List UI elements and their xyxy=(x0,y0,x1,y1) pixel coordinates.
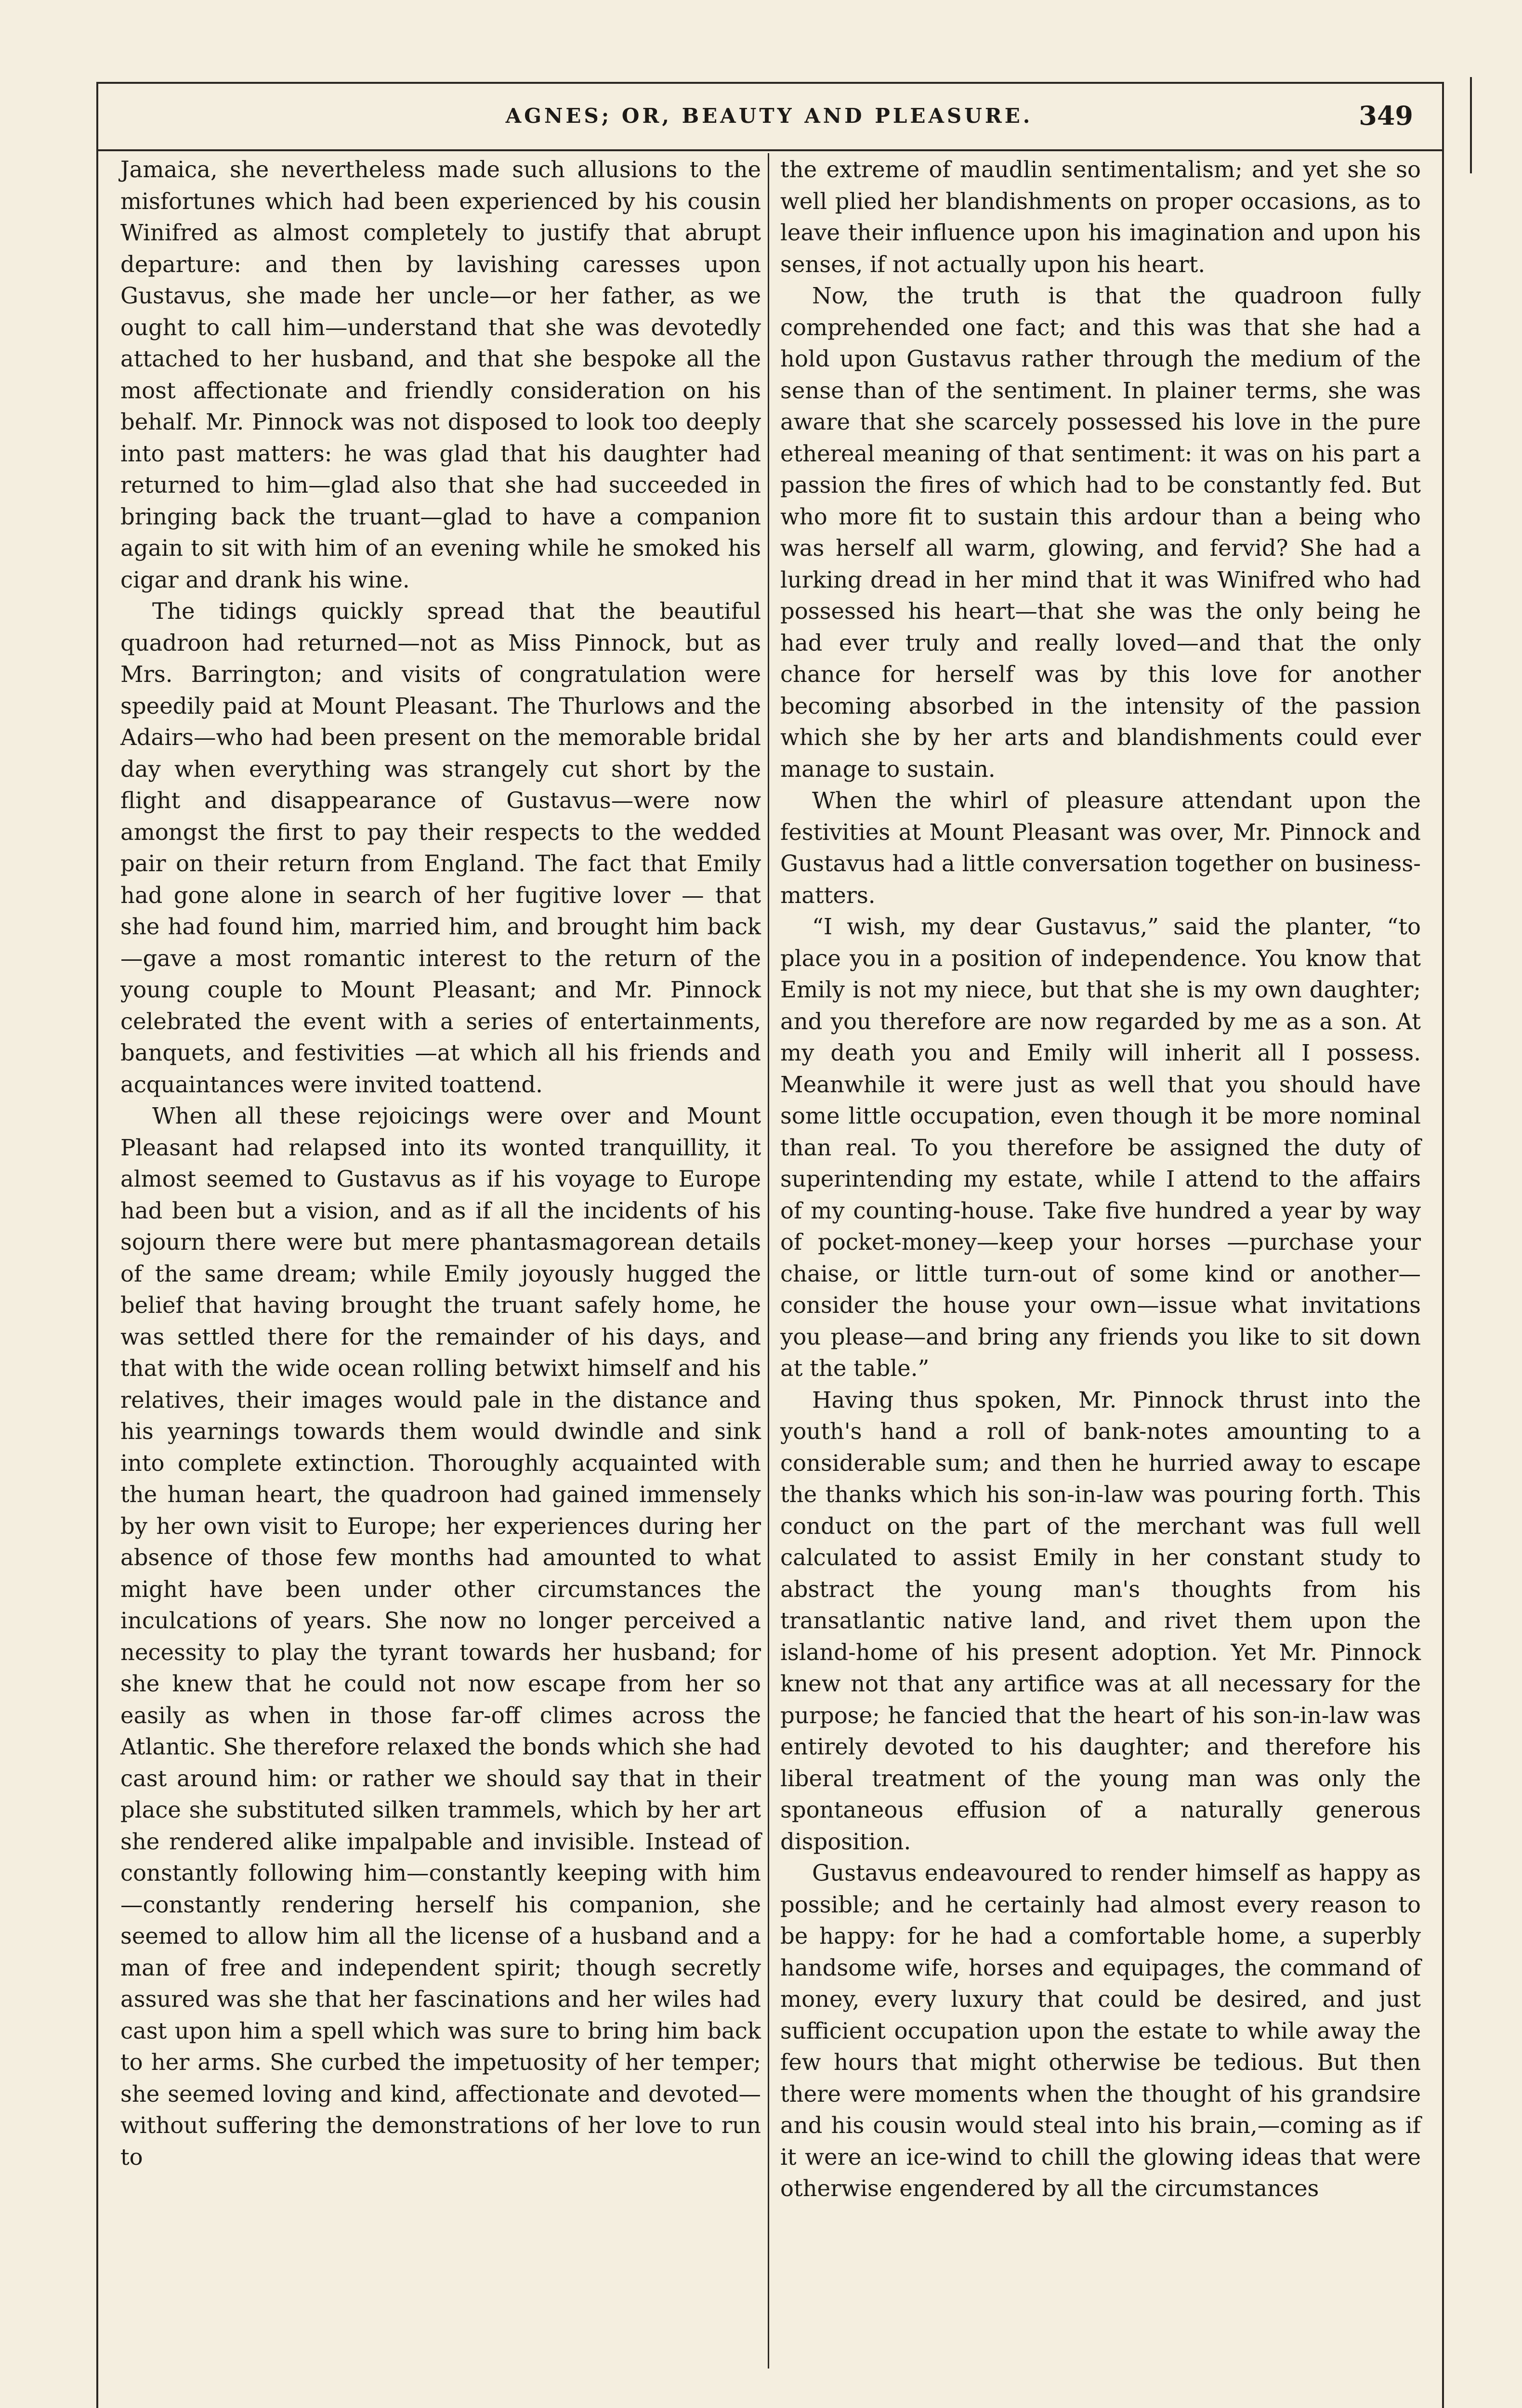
left-column xyxy=(120,154,761,2173)
paragraph: “I wish, my dear Gustavus,” said the planter, “to place you in a position of independence. You know that Emily is not my niece, but that she is my own daughter; and you therefore are now regarded by me as a son. At my death you and Emily will inherit all I possess. Meanwhile it were just as well that you should have some little occupation, even though it be more nominal than real. To you therefore be assigned the duty of superintending my estate, while I attend to the affairs of my counting-house. Take five hundred a year by way of pocket-money—keep your horses —purchase your chaise, or little turn-out of some kind or another—consider the house your own—issue what invitations you please—and bring any friends you like to sit down at the table.” xyxy=(780,914,1421,1381)
paragraph: the extreme of maudlin sentimentalism; and yet she so well plied her blandishments on proper occasions, as to leave their influence upon his imagination and upon his senses, if not actually upon his heart. xyxy=(780,157,1421,277)
page-number: 349 xyxy=(1359,100,1413,131)
paragraph: Jamaica, she nevertheless made such allusions to the misfortunes which had been experienced by his cousin Winifred as almost completely to justify that abrupt departure: and then by lavishing caresses upon Gustavus, she made her uncle—or her father, as we ought to call him—understand that she was devotedly attached to her husband, and that she bespoke all the most affectionate and friendly consideration on his behalf. Mr. Pinnock was not disposed to look too deeply into past matters: he was glad that his daughter had returned to him—glad also that she had succeeded in bringing back the truant—glad to have a companion again to sit with him of an evening while he smoked his cigar and drank his wine. xyxy=(120,157,761,593)
margin-rule xyxy=(1470,77,1472,173)
paragraph: When all these rejoicings were over and Mount Pleasant had relapsed into its wonted tranquillity, it almost seemed to Gustavus as if his voyage to Europe had been but a vision, and as if all the incidents of his sojourn there were but mere phantasmagorean details of the same dream; while Emily joyously hugged the belief that having brought the truant safely home, he was settled there for the remainder of his days, and that with the wide ocean rolling betwixt himself and his relatives, their images would pale in the distance and his yearnings towards them would dwindle and sink into complete extinction. Thoroughly acquainted with the human heart, the quadroon had gained immensely by her own visit to Europe; her experiences during her absence of those few months had amounted to what might have been under other circumstances the inculcations of years. She now no longer perceived a necessity to play the tyrant towards her husband; for she knew that he could not now escape from her so easily as when in those far-off climes across the Atlantic. She therefore relaxed the bonds which she had cast around him: or rather we should say that in their place she substituted silken trammels, which by her art she rendered alike impalpable and invisible. Instead of constantly following him—constantly keeping with him—constantly rendering herself his companion, she seemed to allow him all the license of a husband and a man of free and independent spirit; though secretly assured was she that her fascinations and her wiles had cast upon him a spell which was sure to bring him back to her arms. She curbed the impetuosity of her temper; she seemed loving and kind, affectionate and devoted—without suffering the demonstrations of her love to run to xyxy=(120,1103,761,2170)
paragraph: The tidings quickly spread that the beautiful quadroon had returned—not as Miss Pinnock, but as Mrs. Barrington; and visits of congratulation were speedily paid at Mount Pleasant. The Thurlows and the Adairs—who had been present on the memorable bridal day when everything was strangely cut short by the flight and disappearance of Gustavus—were now amongst the first to pay their respects to the wedded pair on their return from England. The fact that Emily had gone alone in search of her fugitive lover — that she had found him, married him, and brought him back—gave a most romantic interest to the return of the young couple to Mount Pleasant; and Mr. Pinnock celebrated the event with a series of entertainments, banquets, and festivities —at which all his friends and acquaintances were invited toattend. xyxy=(120,598,761,1098)
right-column xyxy=(780,154,1421,2205)
running-title: AGNES; OR, BEAUTY AND PLEASURE. xyxy=(505,104,1033,128)
running-header xyxy=(96,96,1442,151)
paragraph: Now, the truth is that the quadroon fully comprehended one fact; and this was that she had a hold upon Gustavus rather through the medium of the sense than of the sentiment. In plainer terms, she was aware that she scarcely possessed his love in the pure ethereal meaning of that sentiment: it was on his part a passion the fires of which had to be constantly fed. But who more fit to sustain this ardour than a being who was herself all warm, glowing, and fervid? She had a lurking dread in her mind that it was Winifred who had possessed his heart—that she was the only being he had ever truly and really loved—and that the only chance for herself was by this love for another becoming absorbed in the intensity of the passion which she by her arts and blandishments could ever manage to sustain. xyxy=(780,283,1421,782)
paragraph: When the whirl of pleasure attendant upon the festivities at Mount Pleasant was over, Mr. Pinnock and Gustavus had a little conversation together on business-matters. xyxy=(780,787,1421,908)
paragraph: Having thus spoken, Mr. Pinnock thrust into the youth's hand a roll of bank-notes amounting to a considerable sum; and then he hurried away to escape the thanks which his son-in-law was pouring forth. This conduct on the part of the merchant was full well calculated to assist Emily in her constant study to abstract the young man's thoughts from his transatlantic native land, and rivet them upon the island-home of his present adoption. Yet Mr. Pinnock knew not that any artifice was at all necessary for the purpose; he fancied that the heart of his son-in-law was entirely devoted to his daughter; and therefore his liberal treatment of the young man was only the spontaneous effusion of a naturally generous disposition. xyxy=(780,1387,1421,1855)
column-divider xyxy=(768,153,769,2369)
paragraph: Gustavus endeavoured to render himself as happy as possible; and he certainly had almost every reason to be happy: for he had a comfortable home, a superbly handsome wife, horses and equipages, the command of money, every luxury that could be desired, and just sufficient occupation upon the estate to while away the few hours that might otherwise be tedious. But then there were moments when the thought of his grandsire and his cousin would steal into his brain,—coming as if it were an ice-wind to chill the glowing ideas that were otherwise engendered by all the circumstances xyxy=(780,1860,1421,2201)
